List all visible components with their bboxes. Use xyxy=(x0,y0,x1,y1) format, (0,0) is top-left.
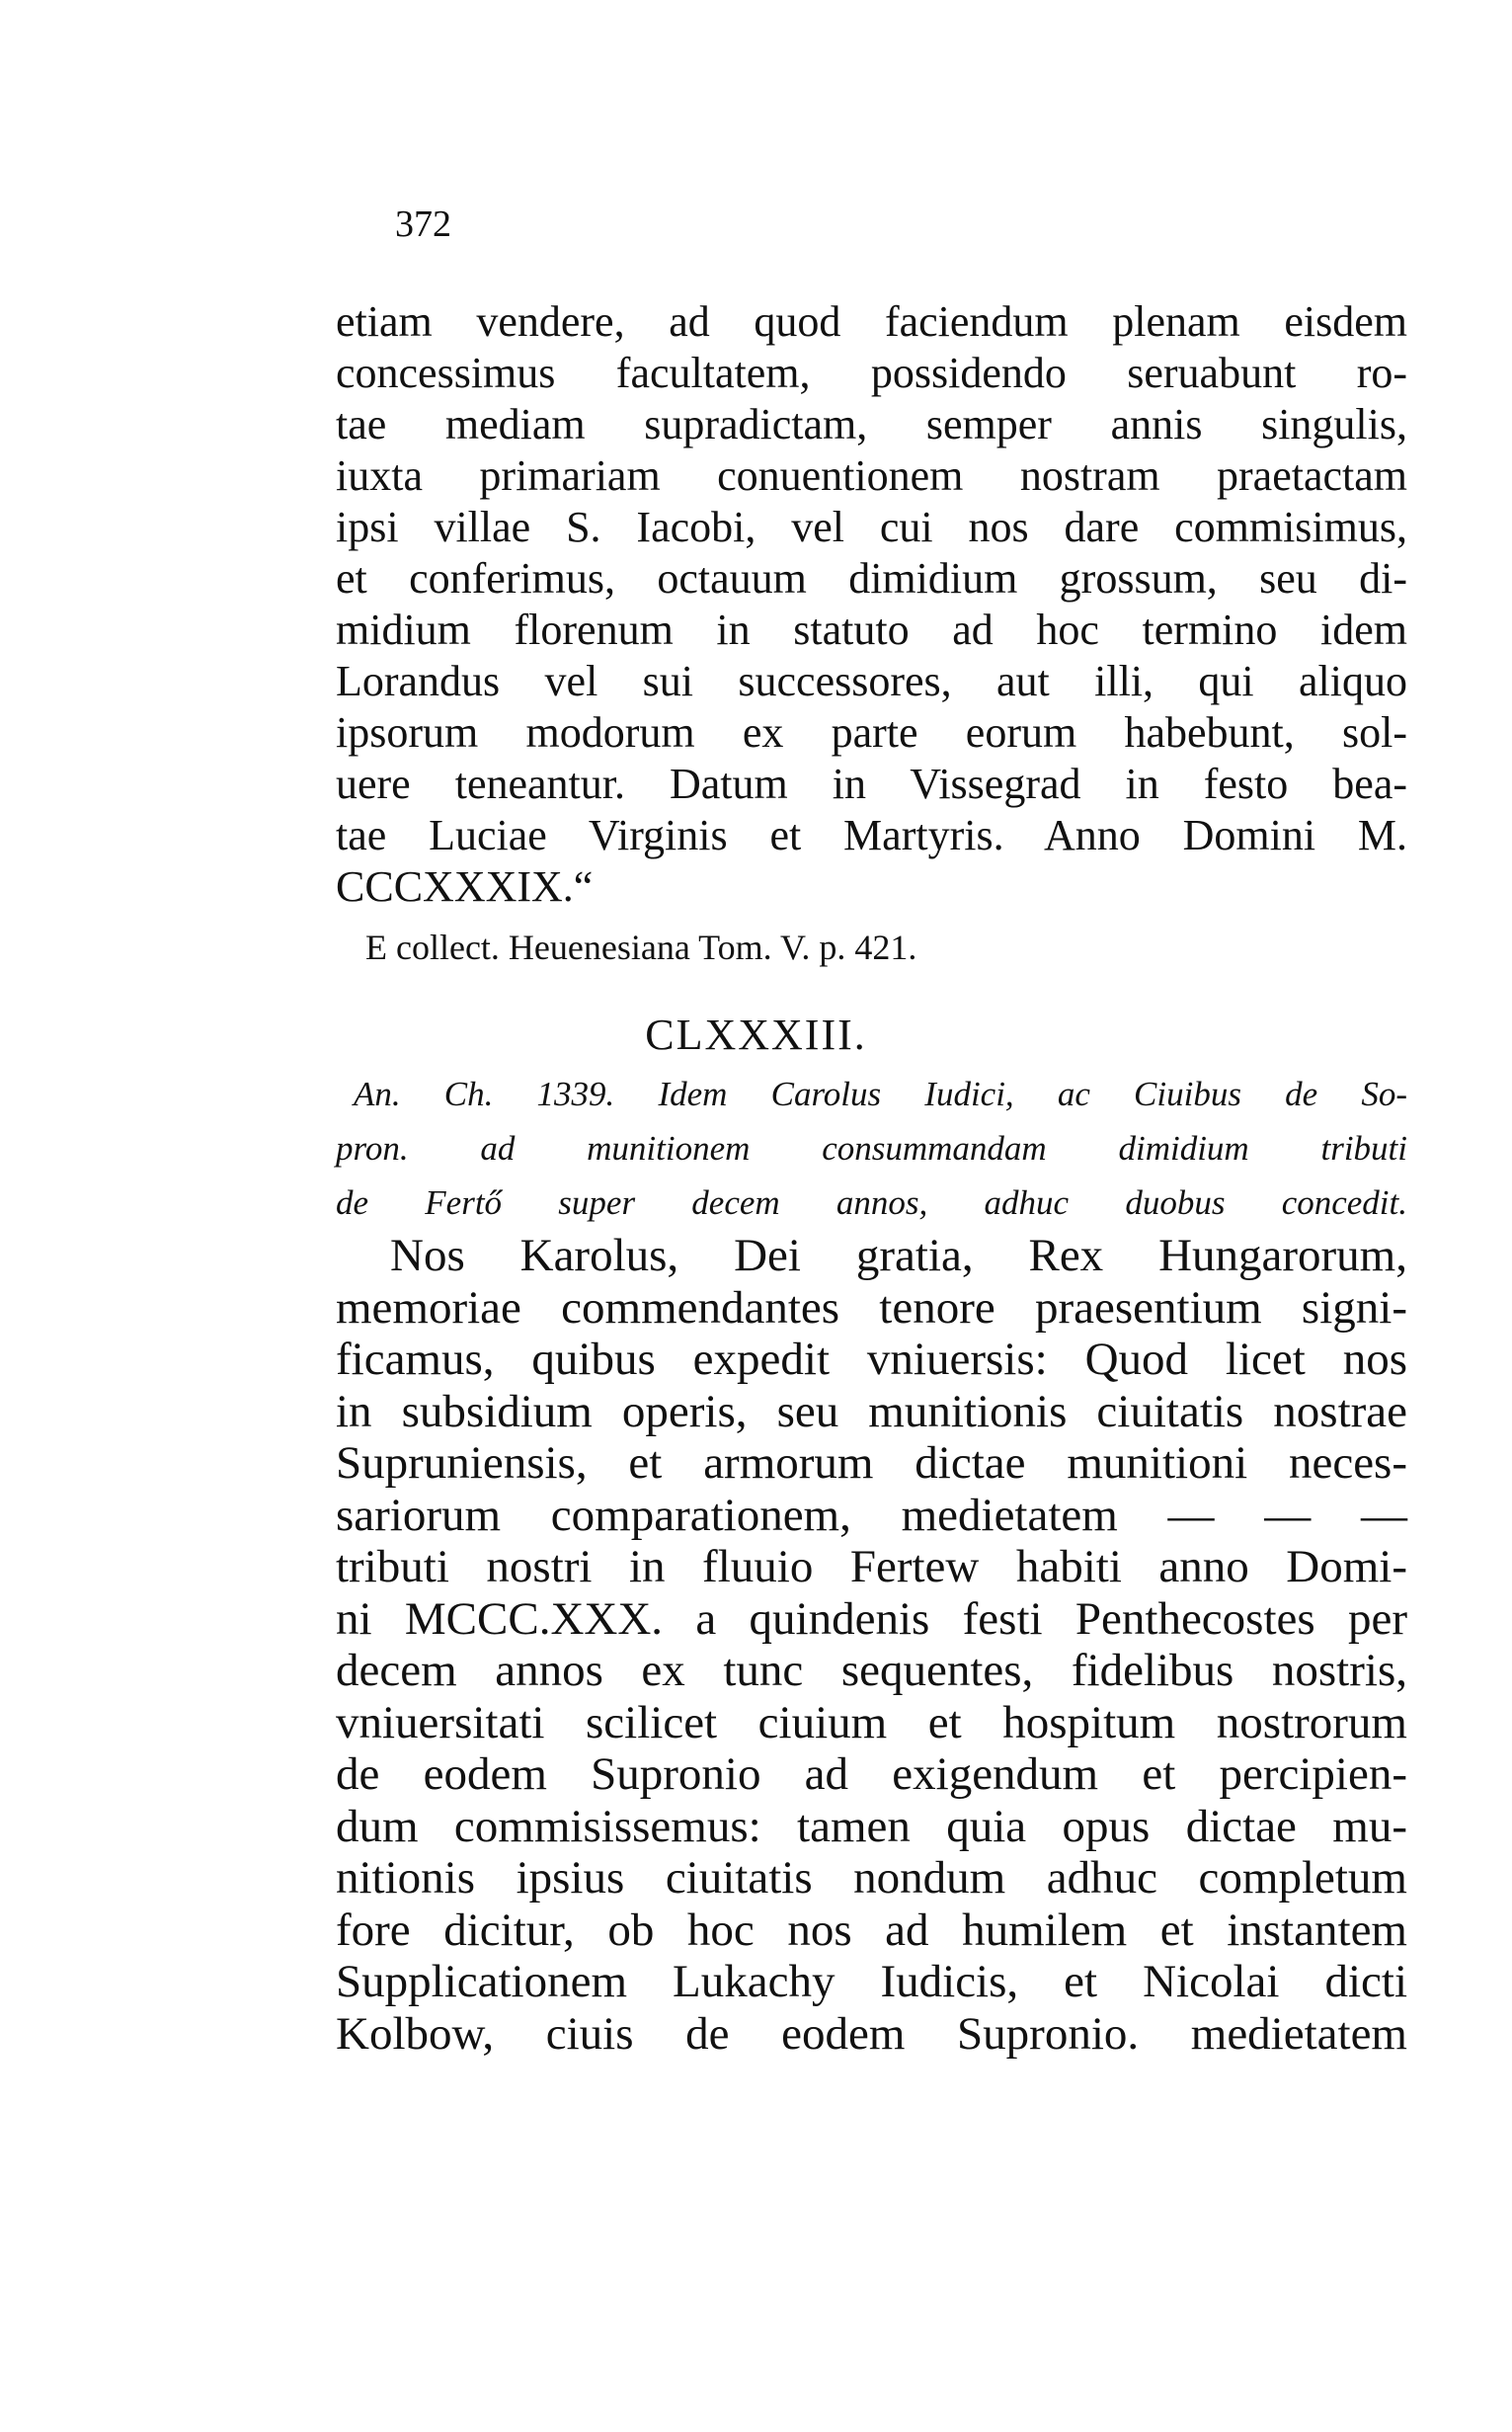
text-line: iuxta primariam conuentionem nostram praetactam xyxy=(336,451,1407,500)
text-line: midium florenum in statuto ad hoc termino idem xyxy=(336,606,1407,654)
text-line: ni MCCC.XXX. a quindenis festi Penthecostes per xyxy=(336,1592,1407,1645)
text-line: decem annos ex tunc sequentes, fidelibus nostris, xyxy=(336,1645,1407,1696)
text-line: tae Luciae Virginis et Martyris. Anno Domini M. xyxy=(336,811,1407,859)
source-note: E collect. Heuenesiana Tom. V. p. 421. xyxy=(365,928,917,967)
text-line: CCCXXXIX.“ xyxy=(336,862,594,911)
text-line: memoriae commendantes tenore praesentium signi- xyxy=(336,1281,1407,1334)
text-line: in subsidium operis, seu munitionis ciuitatis nostrae xyxy=(336,1385,1407,1437)
text-line: tae mediam supradictam, semper annis singulis, xyxy=(336,400,1407,448)
text-line: concessimus facultatem, possidendo seruabunt ro- xyxy=(336,349,1407,397)
text-line: ipsorum modorum ex parte eorum habebunt, sol- xyxy=(336,708,1407,757)
text-line: Supplicationem Lukachy Iudicis, et Nicolai dicti xyxy=(336,1956,1407,2007)
text-line: Nos Karolus, Dei gratia, Rex Hungarorum, xyxy=(390,1230,1407,1281)
text-line: fore dicitur, ob hoc nos ad humilem et instantem xyxy=(336,1904,1407,1956)
document-summary xyxy=(336,1067,1407,1230)
text-line: tributi nostri in fluuio Fertew habiti anno Domi- xyxy=(336,1541,1407,1592)
text-line: Lorandus vel sui successores, aut illi, qui aliquo xyxy=(336,657,1407,705)
summary-line: pron. ad munitionem consummandam dimidium tributi xyxy=(336,1129,1407,1168)
text-line: Supruniensis, et armorum dictae munitioni neces- xyxy=(336,1437,1407,1489)
text-line: de eodem Supronio ad exigendum et percipien- xyxy=(336,1748,1407,1800)
charter-text xyxy=(336,1230,1407,2060)
text-line: sariorum comparationem, medietatem — — — xyxy=(336,1489,1407,1541)
text-line: uere teneantur. Datum in Vissegrad in festo bea- xyxy=(336,760,1407,808)
text-line: etiam vendere, ad quod faciendum plenam eisdem xyxy=(336,297,1407,346)
text-line: vniuersitati scilicet ciuium et hospitum nostrorum xyxy=(336,1696,1407,1748)
text-line: Kolbow, ciuis de eodem Supronio. medietatem xyxy=(336,2007,1407,2060)
summary-line: de Fertő super decem annos, adhuc duobus concedit. xyxy=(336,1183,1407,1222)
text-line: dum commisissemus: tamen quia opus dictae mu- xyxy=(336,1800,1407,1852)
page-number: 372 xyxy=(395,203,451,245)
text-line: ficamus, quibus expedit vniuersis: Quod licet nos xyxy=(336,1334,1407,1385)
document-heading: CLXXXIII. xyxy=(645,1011,867,1059)
text-line: et conferimus, octauum dimidium grossum, seu di- xyxy=(336,554,1407,603)
text-line: ipsi villae S. Iacobi, vel cui nos dare commisimus, xyxy=(336,503,1407,551)
text-line: nitionis ipsius ciuitatis nondum adhuc completum xyxy=(336,1852,1407,1904)
charter-text-continuation xyxy=(336,296,1407,913)
summary-line: An. Ch. 1339. Idem Carolus Iudici, ac Ciuibus de So- xyxy=(354,1075,1407,1113)
